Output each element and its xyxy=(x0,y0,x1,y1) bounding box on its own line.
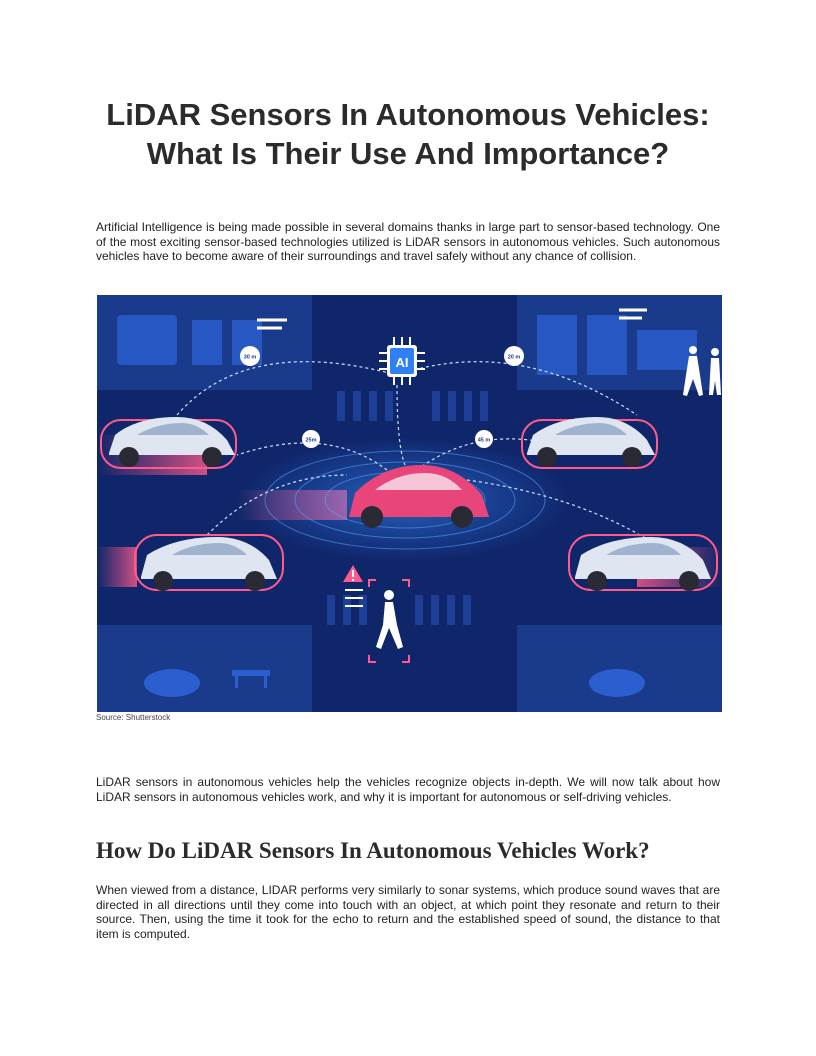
trail-left-bottom xyxy=(97,547,137,587)
building-block xyxy=(97,625,312,712)
figure-caption: Source: Shutterstock xyxy=(96,713,171,722)
distance-badge-30m xyxy=(240,346,260,366)
intro-paragraph: Artificial Intelligence is being made possible in several domains thanks in large part to sensor-based technology. One of the most exciting sensor-based technologies utilized is LiDAR sensors in autonomous vehicles. Such autonomous vehicles have to become aware of their surroundings and travel safely without any chance of collision. xyxy=(96,220,720,264)
distance-badge-20m xyxy=(504,346,524,366)
svg-text:45 m: 45 m xyxy=(477,437,491,444)
svg-text:25m: 25m xyxy=(305,437,317,444)
distance-badge-25m xyxy=(302,430,320,448)
title-line-2: What Is Their Use And Importance? xyxy=(146,136,670,171)
svg-text:20 m: 20 m xyxy=(507,354,521,361)
section-heading: How Do LiDAR Sensors In Autonomous Vehicles Work? xyxy=(96,838,650,863)
svg-text:30 m: 30 m xyxy=(243,354,257,361)
ai-chip-label: AI xyxy=(395,355,409,370)
lidar-illustration xyxy=(97,295,722,712)
building-block xyxy=(517,625,722,712)
body-paragraph-3: When viewed from a distance, LIDAR performs very similarly to sonar systems, which produce sound waves that are directed in all directions until they come into touch with an object, at which point they resonate and return to their source. Then, using the time it took for the echo to return and the established speed of sound, the distance to that item is computed. xyxy=(96,883,720,941)
title-line-1: LiDAR Sensors In Autonomous Vehicles: xyxy=(106,97,710,132)
body-paragraph-2: LiDAR sensors in autonomous vehicles help the vehicles recognize objects in-depth. We will now talk about how LiDAR sensors in autonomous vehicles work, and why it is important for autonomous or self-driving vehicles. xyxy=(96,775,720,804)
page-title xyxy=(60,95,756,173)
distance-badge-45m xyxy=(475,430,493,448)
